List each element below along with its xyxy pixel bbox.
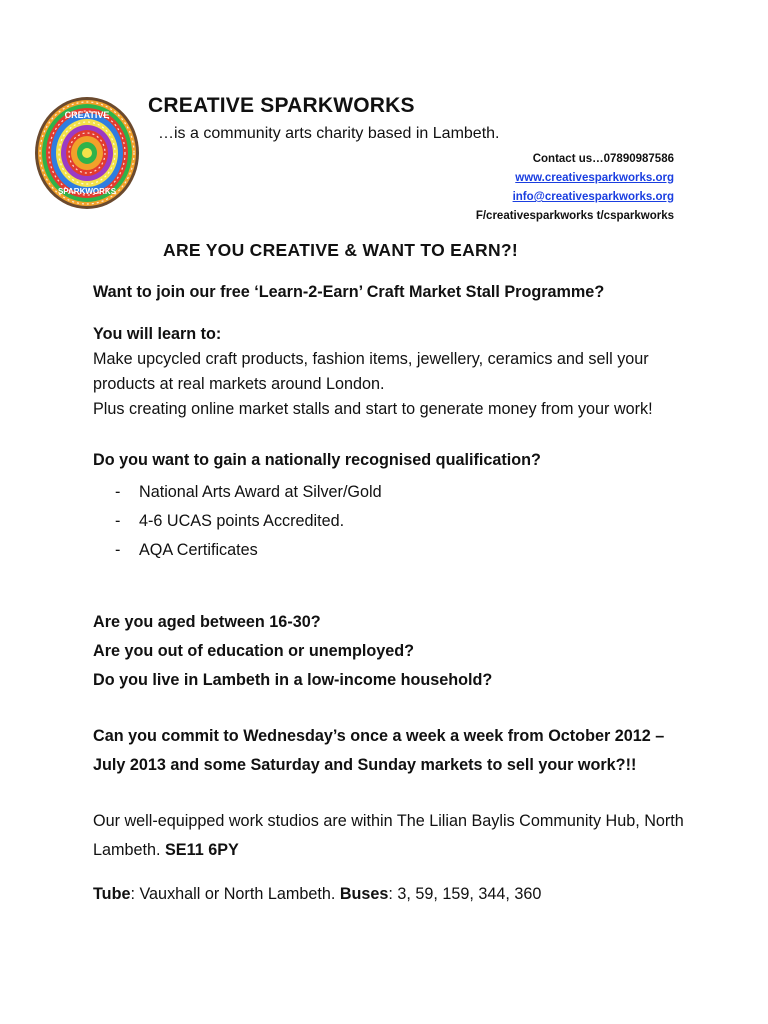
body-content xyxy=(93,280,693,907)
qualification-list xyxy=(93,478,693,565)
learn-heading: You will learn to: xyxy=(93,325,222,343)
buses-label: Buses xyxy=(339,885,389,903)
tube-label: Tube xyxy=(93,885,131,903)
studio-info xyxy=(93,807,693,865)
tube-text: : Vauxhall or North Lambeth. xyxy=(130,885,336,903)
programme-question: Want to join our free ‘Learn-2-Earn’ Craft Market Stall Programme? xyxy=(93,283,605,301)
learn-section xyxy=(93,322,693,422)
studio-text: Our well-equipped work studios are within The Lilian Baylis Community Hub, North Lambeth. xyxy=(93,812,684,859)
email-link[interactable]: info@creativesparkworks.org xyxy=(512,191,674,203)
buses-text: : 3, 59, 159, 344, 360 xyxy=(388,885,542,903)
travel-info xyxy=(93,882,693,907)
svg-text:CREATIVE: CREATIVE xyxy=(64,110,110,120)
org-name: CREATIVE SPARKWORKS xyxy=(148,94,415,117)
logo xyxy=(34,96,140,210)
learn-line-2: Plus creating online market stalls and start to generate money from your work! xyxy=(93,400,653,418)
list-item: - 4-6 UCAS points Accredited. xyxy=(93,507,693,536)
learn-line-1: Make upcycled craft products, fashion items, jewellery, ceramics and sell your products at real markets around London. xyxy=(93,350,649,393)
contact-block xyxy=(476,150,674,226)
eligibility-residence: Do you live in Lambeth in a low-income household? xyxy=(93,671,493,689)
commitment-question: Can you commit to Wednesday’s once a week a week from October 2012 – July 2013 and some Saturday and Sunday markets to sell your work?!! xyxy=(93,727,665,774)
eligibility-employment: Are you out of education or unemployed? xyxy=(93,642,415,660)
headline: ARE YOU CREATIVE & WANT TO EARN?! xyxy=(163,240,519,260)
list-item: - AQA Certificates xyxy=(93,536,693,565)
website-link[interactable]: www.creativesparkworks.org xyxy=(515,172,674,184)
contact-phone: Contact us…07890987586 xyxy=(532,153,674,165)
eligibility-questions xyxy=(93,608,693,695)
list-item: - National Arts Award at Silver/Gold xyxy=(93,478,693,507)
studio-postcode: SE11 6PY xyxy=(165,841,239,859)
qualification-question: Do you want to gain a nationally recognised qualification? xyxy=(93,451,541,469)
svg-text:SPARKWORKS: SPARKWORKS xyxy=(57,187,117,196)
social-handles: F/creativesparkworks t/csparkworks xyxy=(475,210,674,222)
mosaic-logo-icon xyxy=(34,96,140,210)
tagline: …is a community arts charity based in Lambeth. xyxy=(158,125,500,142)
eligibility-age: Are you aged between 16-30? xyxy=(93,613,321,631)
